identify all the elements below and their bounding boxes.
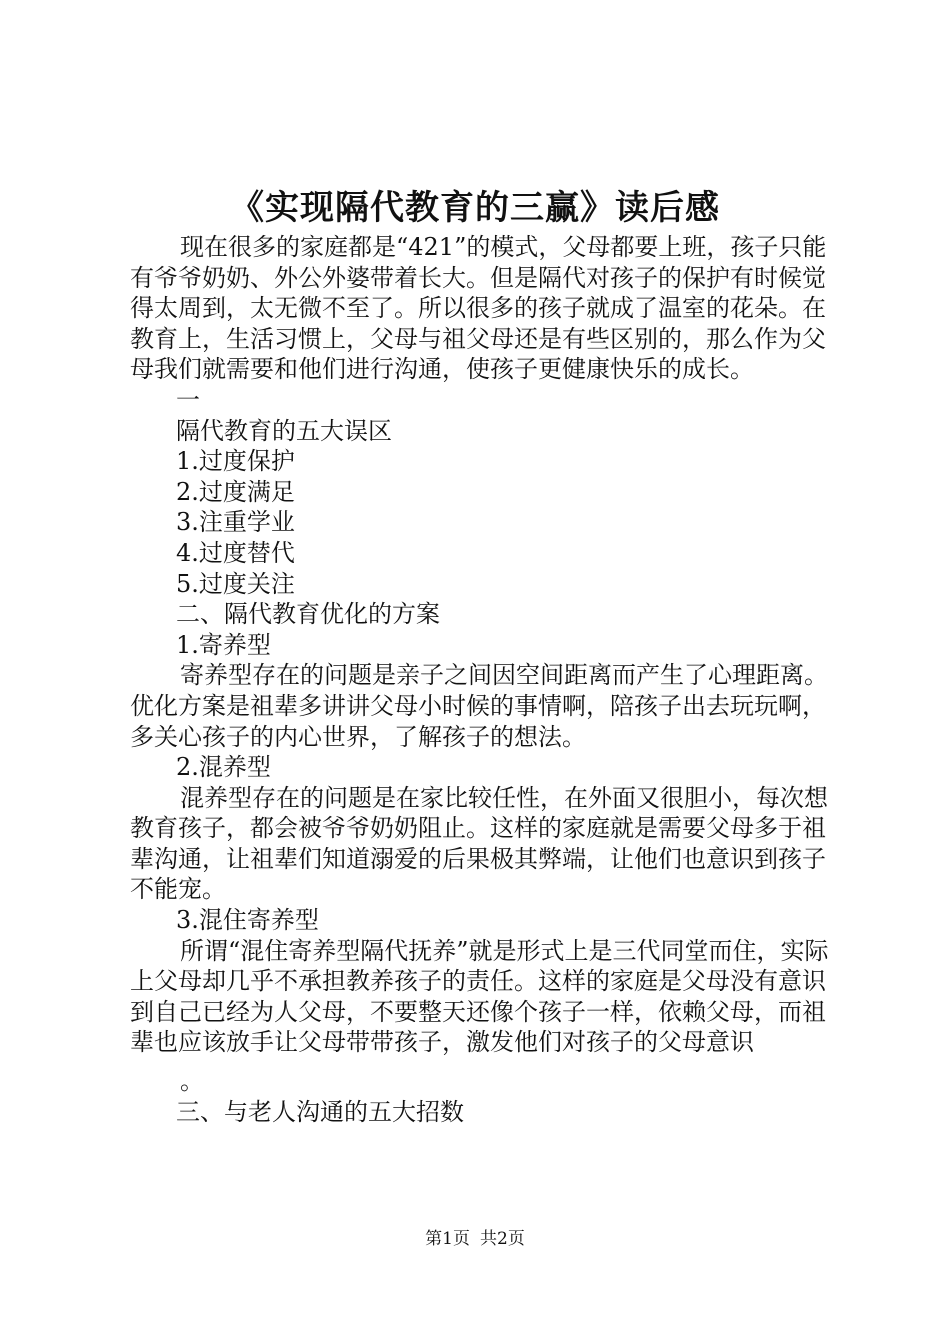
section1-number: 一: [176, 385, 200, 414]
section2-heading: 二、隔代教育优化的方案: [176, 600, 440, 629]
document-body: [130, 232, 830, 1127]
misconception-item-5: 5.过度关注: [176, 569, 295, 598]
page-footer: [0, 1226, 950, 1252]
plan2-title: 2.混养型: [176, 753, 271, 782]
misconception-item-3: 3.注重学业: [176, 508, 295, 537]
document-title: 《实现隔代教育的三赢》读后感: [230, 188, 720, 228]
plan1-title: 1.寄养型: [176, 630, 271, 659]
misconception-item-2: 2.过度满足: [176, 477, 295, 506]
page-number: 第1页: [425, 1229, 470, 1249]
section1-heading: 隔代教育的五大误区: [176, 416, 392, 445]
misconception-item-1: 1.过度保护: [176, 447, 295, 476]
section3-heading: 三、与老人沟通的五大招数: [176, 1097, 464, 1126]
plan1-paragraph: 寄养型存在的问题是亲子之间因空间距离而产生了心理距离。优化方案是祖辈多讲讲父母小时候的事情啊，陪孩子出去玩玩啊，多关心孩子的内心世界，了解孩子的想法。: [130, 661, 828, 751]
misconception-item-4: 4.过度替代: [176, 538, 295, 567]
intro-paragraph: 现在很多的家庭都是“421”的模式，父母都要上班，孩子只能有爷爷奶奶、外公外婆带着长大。但是隔代对孩子的保护有时候觉得太周到，太无微不至了。所以很多的孩子就成了温室的花朵。在教育上，生活习惯上，父母与祖父母还是有些区别的，那么作为父母我们就需要和他们进行沟通，使孩子更健康快乐的成长。: [130, 233, 827, 384]
plan2-paragraph: 混养型存在的问题是在家比较任性，在外面又很胆小，每次想教育孩子，都会被爷爷奶奶阻止。这样的家庭就是需要父母多于祖辈沟通，让祖辈们知道溺爱的后果极其弊端，让他们也意识到孩子不能宠。: [130, 783, 828, 904]
plan3-paragraph: 所谓“混住寄养型隔代抚养”就是形式上是三代同堂而住，实际上父母却几乎不承担教养孩子的责任。这样的家庭是父母没有意识到自己已经为人父母，不要整天还像个孩子一样，依赖父母，而祖辈也应该放手让父母带带孩子，激发他们对孩子的父母意识: [130, 936, 829, 1057]
page-total: 共2页: [480, 1229, 525, 1249]
plan3-end-mark: 。: [180, 1067, 204, 1096]
plan3-title: 3.混住寄养型: [176, 906, 319, 935]
